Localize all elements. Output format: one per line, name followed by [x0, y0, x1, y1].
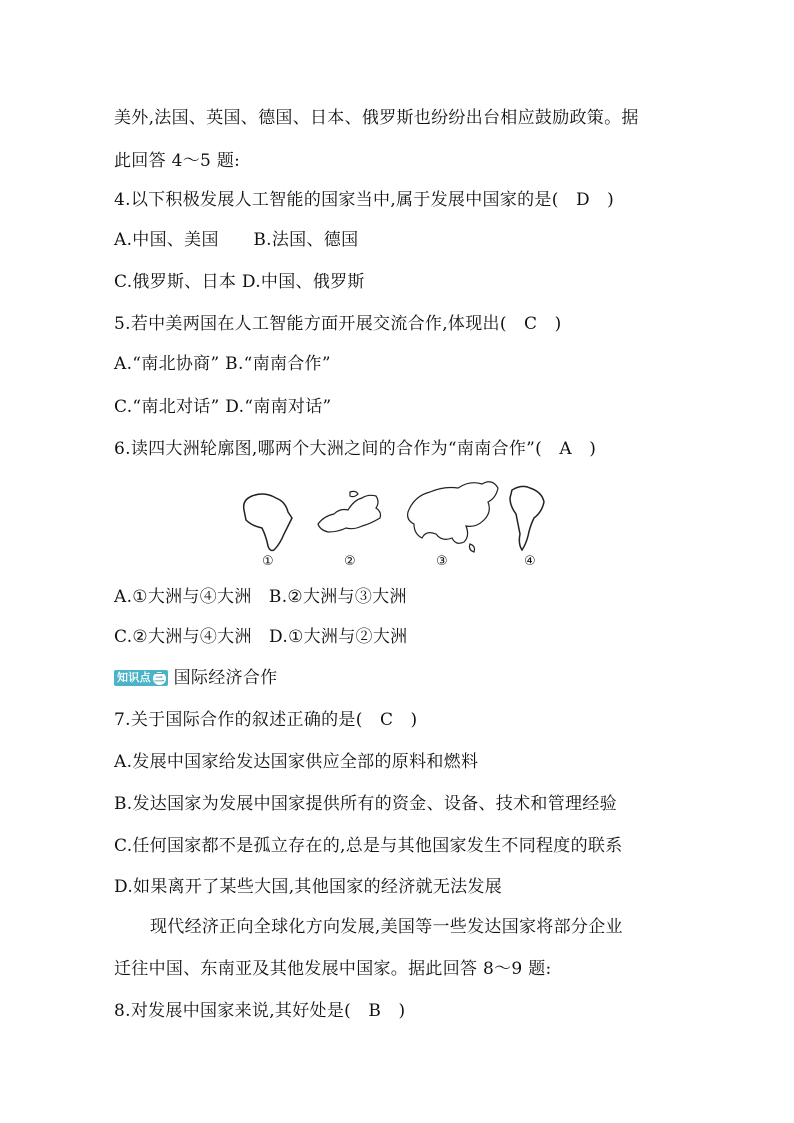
question-5-options-ab: A.“南北协商” B.“南南合作”: [114, 354, 331, 374]
question-5: 5.若中美两国在人工智能方面开展交流合作,体现出( C ): [114, 314, 562, 334]
question-7-option-b: B.发达国家为发展中国家提供所有的资金、设备、技术和管理经验: [114, 794, 617, 814]
map-label-1: ①: [262, 554, 274, 569]
question-4-options-ab: A.中国、美国 B.法国、德国: [114, 230, 359, 250]
line-l2: 此回答 4～5 题:: [114, 151, 241, 171]
question-8: 8.对发展中国家来说,其好处是( B ): [114, 1001, 406, 1021]
knowledge-point-heading: [114, 667, 277, 689]
paragraph-2-line-2: 迁往中国、东南亚及其他发展中国家。据此回答 8～9 题:: [114, 959, 552, 979]
knowledge-point-badge: 知识点 三: [114, 670, 168, 686]
knowledge-point-title: 国际经济合作: [173, 668, 278, 688]
europe-outline: [318, 491, 381, 532]
knowledge-point-number: 三: [154, 673, 165, 684]
line-l1: 美外,法国、英国、德国、日本、俄罗斯也纷纷出台相应鼓励政策。据: [114, 108, 639, 128]
continents-svg: [230, 472, 560, 572]
question-6-options-cd: C.②大洲与④大洲 D.①大洲与②大洲: [114, 627, 408, 647]
south-america-outline: [510, 486, 544, 550]
map-label-4: ④: [524, 554, 536, 569]
question-7: 7.关于国际合作的叙述正确的是( C ): [114, 710, 418, 730]
question-4: 4.以下积极发展人工智能的国家当中,属于发展中国家的是( D ): [114, 190, 615, 210]
question-4-options-cd: C.俄罗斯、日本 D.中国、俄罗斯: [114, 272, 365, 292]
question-7-option-a: A.发展中国家给发达国家供应全部的原料和燃料: [114, 752, 479, 772]
paragraph-2-line-1: 现代经济正向全球化方向发展,美国等一些发达国家将部分企业: [150, 917, 623, 937]
asia-outline: [408, 482, 498, 552]
question-7-option-c: C.任何国家都不是孤立存在的,总是与其他国家发生不同程度的联系: [114, 836, 623, 856]
question-6: 6.读四大洲轮廓图,哪两个大洲之间的合作为“南南合作”( A ): [114, 439, 597, 459]
question-7-option-d: D.如果离开了某些大国,其他国家的经济就无法发展: [114, 877, 503, 897]
map-label-3: ③: [436, 554, 448, 569]
africa-outline: [244, 494, 292, 551]
continent-outline-maps: [230, 472, 560, 572]
map-label-2: ②: [344, 554, 356, 569]
question-6-options-ab: A.①大洲与④大洲 B.②大洲与③大洲: [114, 587, 407, 607]
question-5-options-cd: C.“南北对话” D.“南南对话”: [114, 397, 332, 417]
